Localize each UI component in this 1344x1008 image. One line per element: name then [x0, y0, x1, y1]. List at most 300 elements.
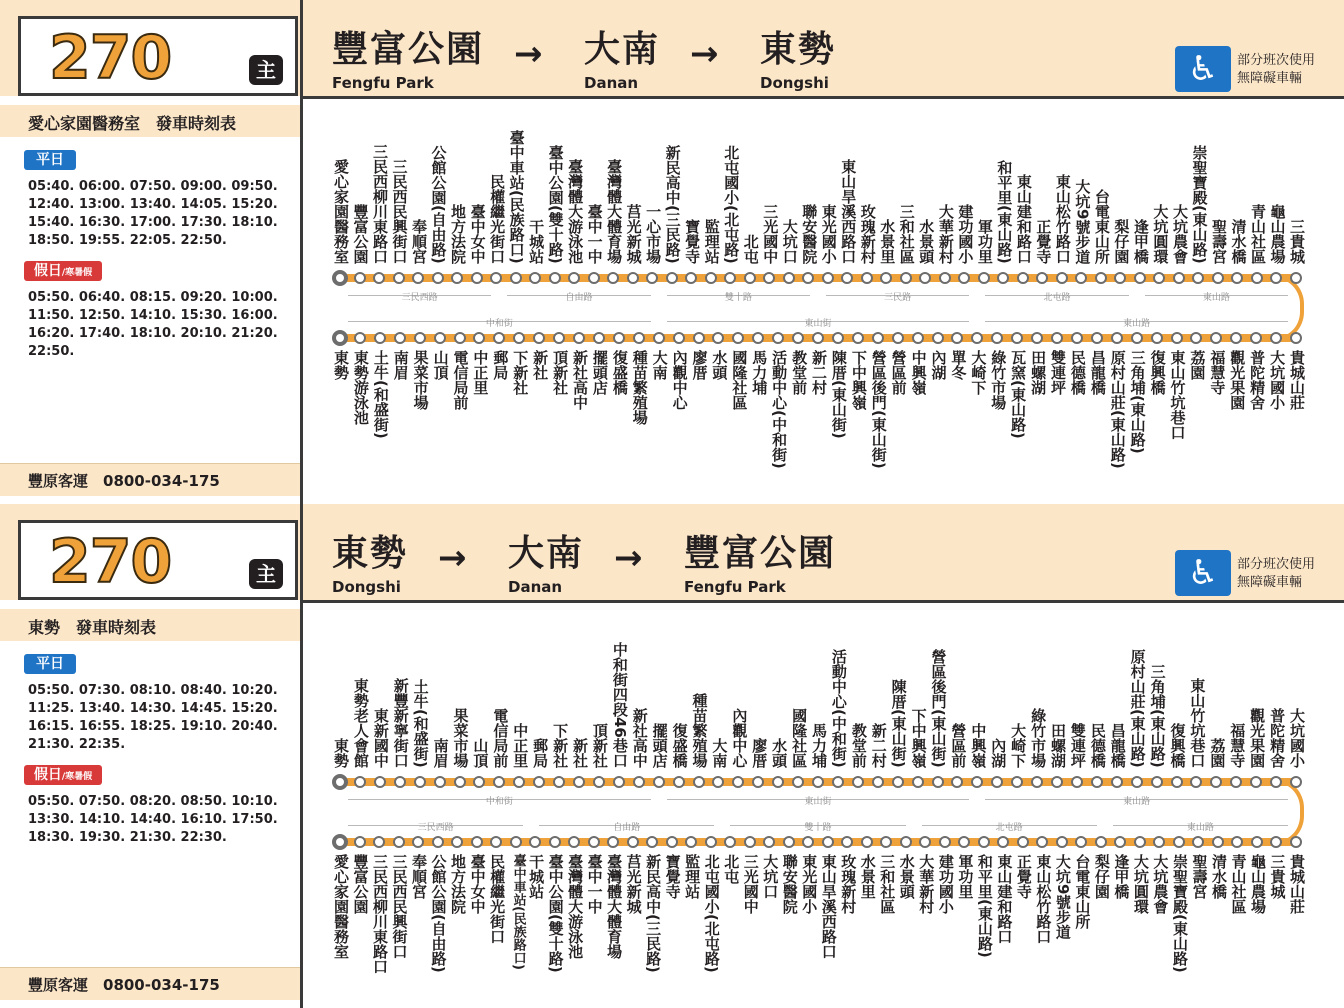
stop-marker: [1251, 272, 1263, 284]
stop-name: 頂新社: [590, 723, 609, 768]
stop-marker: [553, 332, 565, 344]
stop-name: 聯安醫院: [780, 854, 799, 914]
stop-marker: [872, 776, 884, 788]
stop-marker: [783, 272, 795, 284]
stop-marker: [533, 776, 545, 788]
stop-marker: [673, 332, 685, 344]
wheelchair-icon: ♿: [1175, 46, 1231, 92]
stop-name: 綠竹市場: [989, 350, 1008, 410]
stop-name: 臺灣體大體育場: [605, 159, 624, 264]
holiday-label: 假日: [33, 767, 62, 783]
stop-name: 三和社區: [878, 854, 897, 914]
stop-name: 營區後門(東山街): [929, 649, 948, 768]
origin-name: 東勢: [332, 533, 409, 574]
stop-marker: [1171, 332, 1183, 344]
stop-marker: [783, 836, 795, 848]
stop-name: 青山社區: [1248, 204, 1267, 264]
stop-marker: [693, 332, 705, 344]
stop-name: 東山旱溪西路口: [839, 159, 858, 264]
stop-marker: [1114, 272, 1126, 284]
road-name: 三民路: [884, 293, 912, 303]
stop-marker: [1210, 776, 1222, 788]
stop-marker: [872, 332, 884, 344]
stop-name: 民德橋: [1088, 723, 1107, 768]
stop-name: 臺中公園(雙十路): [546, 145, 565, 264]
stop-marker: [1071, 776, 1083, 788]
stop-marker: [932, 776, 944, 788]
stop-marker: [971, 332, 983, 344]
terminal-stop-marker: [332, 834, 348, 850]
stop-name: 奉順宮: [410, 219, 429, 264]
holiday-label: 假日: [33, 263, 62, 279]
stop-marker: [414, 332, 426, 344]
stop-name: 教堂前: [790, 350, 809, 395]
stop-marker: [588, 272, 600, 284]
road-name: 北屯路: [995, 823, 1023, 833]
stop-marker: [490, 836, 502, 848]
stop-name: 三民西民興街口: [390, 159, 409, 264]
stop-name: 果菜市場: [451, 708, 470, 768]
stop-name: 玫瑰新村: [858, 204, 877, 264]
stop-marker: [812, 332, 824, 344]
stop-marker: [991, 776, 1003, 788]
stop-marker: [951, 776, 963, 788]
stop-name: 大坑國小: [1288, 708, 1306, 768]
origin-name: 豐富公園: [332, 29, 485, 70]
via-name: 大南: [584, 29, 661, 70]
stop-marker: [912, 332, 924, 344]
stop-marker: [374, 776, 386, 788]
stop-name: 下中興嶺: [909, 708, 928, 768]
stop-marker: [1075, 836, 1087, 848]
stop-name: 種苗繁殖場: [630, 350, 649, 425]
road-name: 三民西路: [401, 293, 438, 303]
stop-name: 新豐新寧街口: [391, 678, 410, 768]
stop-name: 水頭: [770, 738, 789, 768]
stop-name: 臺中車站(民族路口): [507, 130, 526, 264]
holiday-tag: [24, 261, 102, 281]
stop-marker: [832, 332, 844, 344]
stop-name: 監理站: [702, 219, 721, 264]
stop-name: 大南: [650, 350, 669, 380]
stop-marker: [1095, 272, 1107, 284]
stop-name: 逢甲橋: [1112, 854, 1131, 899]
destination-name-en: Dongshi: [760, 74, 829, 92]
stop-name: 田螺湖: [1029, 350, 1048, 395]
stop-name: 三和社區: [897, 204, 916, 264]
stop-name: 大南: [710, 738, 729, 768]
stop-name: 綠竹市場: [1029, 708, 1048, 768]
stop-name: 逢甲橋: [1131, 219, 1150, 264]
stop-name: 擺頭店: [650, 723, 669, 768]
stop-name: 台電東山所: [1073, 854, 1092, 929]
stop-marker: [1134, 836, 1146, 848]
stop-name: 南眉: [431, 738, 450, 768]
stop-name: 大坑圓環: [1151, 204, 1170, 264]
road-name: 雙十路: [724, 293, 752, 303]
terminal-stop-marker: [332, 270, 348, 286]
stop-name: 水景里: [858, 854, 877, 899]
stop-name: 下中興嶺: [849, 350, 868, 410]
stop-name: 三民西民興街口: [390, 854, 409, 959]
stop-name: 種苗繁殖場: [690, 693, 709, 768]
stop-name: 監理站: [683, 854, 702, 899]
stop-marker: [705, 836, 717, 848]
stop-marker: [451, 272, 463, 284]
stop-name: 教堂前: [849, 723, 868, 768]
stop-marker: [1192, 272, 1204, 284]
stop-marker: [354, 272, 366, 284]
stop-name: 新社高中: [630, 708, 649, 768]
stop-marker: [1290, 332, 1302, 344]
stop-marker: [1173, 836, 1185, 848]
stop-name: 玫瑰新村: [839, 854, 858, 914]
stop-name: 公館公園(自由路): [429, 854, 448, 973]
stop-name: 愛心家園醫務室: [332, 854, 350, 959]
stop-name: 臺灣體大體育場: [605, 854, 624, 959]
stop-marker: [1075, 272, 1087, 284]
stop-marker: [627, 836, 639, 848]
stop-marker: [451, 836, 463, 848]
stop-name: 普陀精舍: [1248, 350, 1267, 410]
stop-name: 山頂: [431, 350, 450, 380]
stop-name: 電信局前: [491, 708, 510, 768]
stop-marker: [744, 836, 756, 848]
stop-name: 東新國中: [371, 708, 390, 768]
stop-name: 北屯: [741, 234, 760, 264]
stop-name: 大崎下: [1009, 723, 1028, 768]
stop-marker: [1173, 272, 1185, 284]
stop-name: 臺中一中: [585, 854, 604, 914]
stop-marker: [1190, 332, 1202, 344]
stop-marker: [939, 272, 951, 284]
stop-marker: [1111, 776, 1123, 788]
road-name: 中和街: [485, 797, 513, 807]
stop-marker: [393, 836, 405, 848]
stop-name: 廖厝: [750, 738, 769, 768]
accessibility-line-2: 無障礙車輛: [1237, 575, 1303, 590]
stop-name: 臺中一中: [585, 204, 604, 264]
road-name: 自由路: [565, 293, 593, 303]
stop-name: 田螺湖: [1049, 723, 1067, 768]
stop-name: 地方法院: [449, 204, 468, 264]
stop-name: 內觀中心: [730, 708, 749, 768]
arrow-icon: →: [614, 538, 643, 578]
stop-marker: [593, 776, 605, 788]
stop-marker: [613, 776, 625, 788]
stop-marker: [861, 272, 873, 284]
stop-marker: [802, 272, 814, 284]
main-route-badge: 主: [249, 55, 283, 85]
stop-name: 三貴城: [1268, 854, 1287, 899]
schedule-title: 東勢 發車時刻表: [28, 618, 157, 637]
stop-marker: [510, 272, 522, 284]
stop-marker: [510, 836, 522, 848]
stop-name: 原村山莊(東山路): [1108, 350, 1127, 469]
stop-name: 軍功里: [956, 854, 975, 899]
stop-marker: [1192, 836, 1204, 848]
stop-marker: [812, 776, 824, 788]
stop-marker: [673, 776, 685, 788]
stop-marker: [1230, 332, 1242, 344]
operator-contact: 豐原客運 0800-034-175: [28, 976, 220, 994]
stop-marker: [646, 272, 658, 284]
stop-marker: [752, 776, 764, 788]
stop-name: 東勢: [332, 738, 350, 768]
stop-name: 果菜市場: [411, 350, 430, 410]
route-number: 270: [49, 527, 172, 597]
stop-name: 大坑9號步道: [1053, 854, 1072, 940]
stop-marker: [588, 836, 600, 848]
stop-name: 陳厝(東山街): [889, 679, 908, 768]
stop-name: 新民高中(三民路): [663, 145, 682, 264]
stop-marker: [958, 836, 970, 848]
stop-marker: [373, 272, 385, 284]
stop-marker: [1134, 272, 1146, 284]
stop-marker: [802, 836, 814, 848]
stop-name: 中興嶺: [909, 350, 928, 395]
stop-marker: [724, 836, 736, 848]
stop-marker: [772, 332, 784, 344]
stop-name: 一心市場: [644, 204, 663, 264]
stop-name: 大坑農會: [1170, 204, 1189, 264]
stop-name: 民權繼光街口: [488, 174, 507, 264]
schedule-column: [0, 504, 300, 1008]
holiday-sub-label: /寒暑假: [61, 268, 93, 278]
stop-marker: [792, 332, 804, 344]
stop-name: 營區後門(東山街): [869, 350, 888, 469]
stop-name: 活動中心(中和街): [770, 350, 789, 469]
stop-marker: [414, 776, 426, 788]
stop-marker: [939, 836, 951, 848]
stop-name: 奉順宮: [410, 854, 429, 899]
stop-name: 大坑農會: [1151, 854, 1170, 914]
stop-name: 干城站: [527, 219, 546, 264]
stop-marker: [919, 272, 931, 284]
stop-name: 水景里: [878, 219, 897, 264]
stop-name: 國隆社區: [790, 708, 809, 768]
terminal-stop-marker: [332, 330, 348, 346]
stop-marker: [978, 272, 990, 284]
road-name: 雙十路: [804, 823, 832, 833]
stop-marker: [473, 776, 485, 788]
stop-name: 臺灣體大游泳池: [566, 854, 585, 959]
stop-name: 荔園: [1208, 738, 1227, 768]
operator-contact: 豐原客運 0800-034-175: [28, 472, 220, 490]
stop-name: 大崎下: [969, 350, 988, 395]
stop-name: 和平里(東山路): [995, 160, 1014, 264]
stop-marker: [354, 332, 366, 344]
via-name-en: Danan: [584, 74, 639, 92]
stop-name: 豐富公園: [351, 854, 370, 914]
stop-marker: [978, 836, 990, 848]
stop-marker: [549, 836, 561, 848]
stop-name: 東山竹坑巷口: [1168, 350, 1187, 440]
stop-marker: [693, 776, 705, 788]
stop-name: 大華新村: [917, 854, 936, 914]
stop-marker: [633, 776, 645, 788]
stop-marker: [666, 836, 678, 848]
stop-marker: [861, 836, 873, 848]
stop-name: 土牛(和盛街): [411, 679, 430, 768]
stop-name: 公館公園(自由路): [429, 145, 448, 264]
stop-name: 昌龍橋: [1088, 350, 1107, 395]
stop-marker: [1011, 332, 1023, 344]
stop-name: 三角埔(東山路): [1148, 664, 1167, 768]
stop-name: 水景頭: [917, 219, 936, 264]
stop-marker: [354, 836, 366, 848]
stop-name: 建功國小: [956, 204, 975, 264]
stop-name: 大坑圓環: [1131, 854, 1150, 914]
stop-marker: [919, 836, 931, 848]
stop-name: 和平里(東山路): [975, 854, 994, 958]
stop-name: 復盛橋: [670, 723, 689, 768]
stop-marker: [852, 332, 864, 344]
stop-name: 東山建和路口: [995, 854, 1014, 944]
stop-name: 水景頭: [897, 854, 916, 899]
stop-name: 北屯: [722, 854, 741, 884]
operator-bar: [0, 967, 300, 1000]
stop-name: 郵局: [531, 738, 550, 768]
stop-marker: [1071, 332, 1083, 344]
stop-name: 復盛橋: [610, 350, 629, 395]
stop-marker: [763, 272, 775, 284]
stop-name: 梨仔園: [1092, 854, 1111, 899]
stop-marker: [1153, 836, 1165, 848]
stop-name: 大華新村: [936, 204, 955, 264]
stop-name: 新社高中: [571, 350, 589, 410]
origin-name-en: Fengfu Park: [332, 74, 434, 92]
stop-marker: [493, 776, 505, 788]
stop-name: 東山松竹路口: [1034, 854, 1053, 944]
stop-marker: [471, 272, 483, 284]
stop-marker: [627, 272, 639, 284]
holiday-times: 05:50. 07:50. 08:20. 08:50. 10:10. 13:30. 14:10. 14:40. 16:10. 17:50. 18:30. 19:30. 21:30. 22:30.: [28, 794, 278, 845]
stop-marker: [434, 776, 446, 788]
stop-name: 莒光新城: [624, 854, 643, 914]
stop-marker: [752, 332, 764, 344]
stop-name: 土牛(和盛街): [371, 350, 390, 439]
stop-marker: [1230, 776, 1242, 788]
stop-name: 青山社區: [1229, 854, 1248, 914]
stop-marker: [1091, 776, 1103, 788]
via-name: 大南: [508, 533, 585, 574]
stop-name: 臺中公園(雙十路): [546, 854, 565, 973]
stop-marker: [880, 272, 892, 284]
stop-marker: [1270, 776, 1282, 788]
stop-name: 雙連坪: [1049, 350, 1067, 395]
stop-marker: [653, 776, 665, 788]
stop-name: 清水橋: [1229, 219, 1248, 264]
stop-marker: [374, 332, 386, 344]
road-name: 東山路: [1202, 293, 1230, 303]
stop-marker: [573, 332, 585, 344]
stop-marker: [513, 776, 525, 788]
stop-marker: [1091, 332, 1103, 344]
stop-name: 瓦窯(東山路): [1009, 350, 1028, 439]
origin-name-en: Dongshi: [332, 578, 401, 596]
road-name: 東山路: [1123, 797, 1151, 807]
route-box: [18, 520, 298, 600]
stop-marker: [454, 776, 466, 788]
stop-marker: [1031, 776, 1043, 788]
stop-marker: [1114, 836, 1126, 848]
timetable-panel-inbound: [0, 504, 1344, 1008]
stop-name: 馬力埔: [810, 723, 828, 768]
stop-name: 福慧寺: [1228, 723, 1247, 768]
stop-name: 民權繼光街口: [488, 854, 507, 944]
arrow-icon: →: [514, 34, 543, 74]
stop-marker: [685, 272, 697, 284]
stop-marker: [607, 836, 619, 848]
stop-name: 東山旱溪西路口: [819, 854, 838, 959]
stop-name: 水頭: [710, 350, 729, 380]
stop-name: 東山建和路口: [1014, 174, 1033, 264]
stop-name: 雙連坪: [1068, 723, 1087, 768]
stop-marker: [958, 272, 970, 284]
stop-marker: [1212, 836, 1224, 848]
weekday-times: 05:40. 06:00. 07:50. 09:00. 09:50. 12:40. 13:00. 13:40. 14:05. 15:20. 15:40. 16:30. 17:00. 17:30. 18:10. 18:50. 19:55. 22:05. 22:50.: [28, 179, 278, 248]
road-name: 中和街: [485, 319, 513, 329]
stop-name: 郵局: [491, 350, 510, 380]
stop-name: 臺中女中: [468, 204, 487, 264]
stop-marker: [1250, 776, 1262, 788]
weekday-tag: 平日: [24, 654, 76, 674]
stop-marker: [471, 836, 483, 848]
main-route-badge: 主: [249, 559, 283, 589]
stop-marker: [394, 776, 406, 788]
stop-marker: [1231, 272, 1243, 284]
stop-name: 南眉: [391, 350, 410, 380]
stop-marker: [1017, 836, 1029, 848]
stop-name: 三光國中: [761, 204, 780, 264]
stop-marker: [712, 776, 724, 788]
stop-marker: [549, 272, 561, 284]
stop-marker: [685, 836, 697, 848]
stop-marker: [1210, 332, 1222, 344]
road-name: 東山街: [804, 797, 832, 807]
stop-marker: [1056, 836, 1068, 848]
stop-marker: [1270, 836, 1282, 848]
stop-marker: [1171, 776, 1183, 788]
accessibility-line-1: 部分班次使用: [1237, 557, 1316, 572]
stop-name: 清水橋: [1209, 854, 1228, 899]
stop-name: 國隆社區: [730, 350, 749, 410]
stop-marker: [991, 332, 1003, 344]
destination-name-en: Fengfu Park: [684, 578, 786, 596]
arrow-icon: →: [438, 538, 467, 578]
stop-name: 莒光新城: [624, 204, 643, 264]
stop-marker: [1031, 332, 1043, 344]
stop-name: 中正里: [471, 350, 490, 395]
stop-name: 昌龍橋: [1108, 723, 1127, 768]
stop-marker: [792, 776, 804, 788]
stop-marker: [1131, 332, 1143, 344]
stop-name: 地方法院: [449, 854, 468, 914]
stop-marker: [822, 836, 834, 848]
accessibility-line-1: 部分班次使用: [1237, 53, 1316, 68]
stop-name: 擺頭店: [590, 350, 609, 395]
schedule-title-bar: [0, 609, 300, 641]
stop-marker: [613, 332, 625, 344]
stop-marker: [1017, 272, 1029, 284]
stop-marker: [832, 776, 844, 788]
route-box: [18, 16, 298, 96]
stop-name: 正覺寺: [1014, 854, 1033, 899]
accessibility-note: [1237, 556, 1315, 592]
stop-marker: [1270, 332, 1282, 344]
stop-marker: [912, 776, 924, 788]
